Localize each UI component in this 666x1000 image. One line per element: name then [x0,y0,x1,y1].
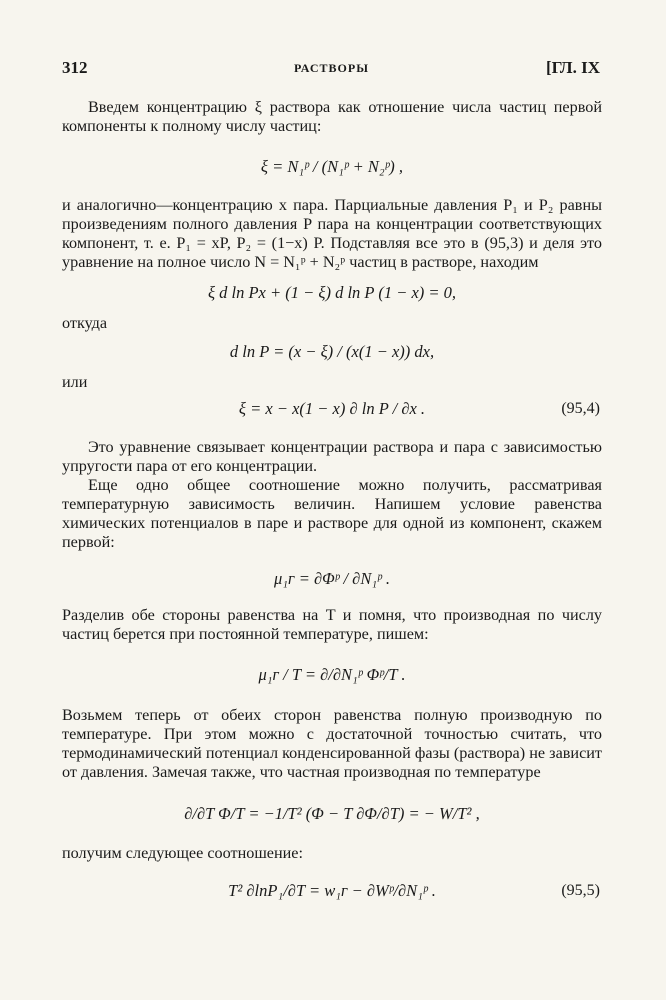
equation-95-5-body: T² ∂lnP₁/∂T = w₁ᴦ − ∂Wᵖ/∂N₁ᵖ . [228,881,436,900]
equation-xi-definition: ξ = N₁ᵖ / (N₁ᵖ + N₂ᵖ) , [260,157,404,176]
running-title: РАСТВОРЫ [294,61,369,75]
equation-mu-over-t: μ₁ᴦ / T = ∂/∂N₁ᵖ Φᵖ/T . [258,665,406,684]
paragraph-7: Разделив обе стороны равенства на T и помня, что производная по числу частиц берется при постоянной температуре, пишем: [62,606,602,643]
equation-95-4-body: ξ = x − x(1 − x) ∂ ln P / ∂x . [238,399,426,418]
paragraph-2: и аналогично—концентрацию x пара. Парциальные давления P₁ и P₂ равны произведениям полного давления P пара на концентрации соответствующих компонент, т. е. P₁ = xP, P₂ = (1−x) P. Подставляя все это в (95,3) и деля это уравнение на полное число N = N₁ᵖ + N₂ᵖ частиц в растворе, находим [62,196,602,271]
chapter-label: [ГЛ. IX [546,58,600,77]
page-number: 312 [62,58,88,77]
paragraph-8: Возьмем теперь от обеих сторон равенства полную производную по температуре. При этом можно с достаточной точностью считать, что термодинамический потенциал конденсированной фазы (раствора) не зависит от давления. Замечая также, что частная производная по температуре [62,706,602,781]
equation-mu-gas: μ₁ᴦ = ∂Φᵖ / ∂N₁ᵖ . [274,569,390,588]
equation-dlnp: d ln P = (x − ξ) / (x(1 − x)) dx, [229,342,435,361]
equation-number-95-5: (95,5) [561,882,600,899]
paragraph-1: Введем концентрацию ξ раствора как отношение числа частиц первой компоненты к полному числу частиц: [62,98,602,135]
book-page [62,58,602,913]
equation-95-5 [62,869,602,913]
paragraph-5: Это уравнение связывает концентрации раствора и пара с зависимостью упругости пара от его концентрации. [62,438,602,475]
equation-number-95-4: (95,4) [561,400,600,417]
equation-phi-over-t: ∂/∂T Φ/T = −1/T² (Φ − T ∂Φ/∂T) = − W/T² , [184,804,480,823]
paragraph-9: получим следующее соотношение: [62,844,303,862]
paragraph-6: Еще одно общее соотношение можно получить, рассматривая температурную зависимость величин. Напишем условие равенства химических потенциалов в паре и растворе для одной из компонент, скажем первой: [62,476,602,551]
paragraph-3: откуда [62,314,108,332]
running-header [62,58,602,84]
equation-95-4 [62,392,602,426]
paragraph-4: или [62,373,88,391]
equation-dlnp-sum: ξ d ln Px + (1 − ξ) d ln P (1 − x) = 0, [207,283,457,302]
